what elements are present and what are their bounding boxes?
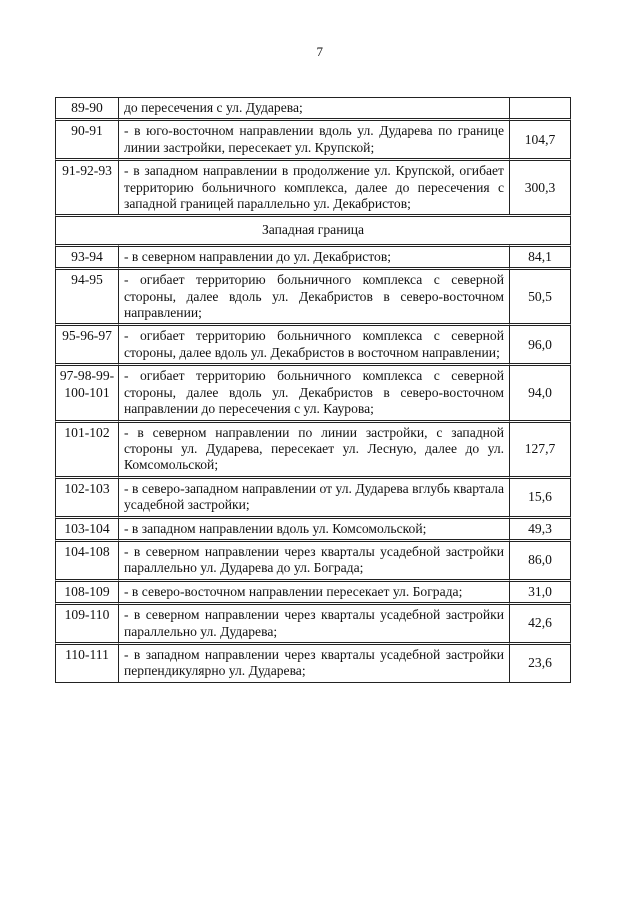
description-cell: - в северо-западном направлении от ул. Дударева вглубь квартала усадебной застройки;	[118, 476, 509, 516]
table-row	[55, 420, 571, 476]
section-title: Западная граница	[55, 214, 571, 243]
page-number: 7	[316, 44, 324, 59]
segment-cell: 104-108	[55, 539, 118, 579]
length-cell: 96,0	[509, 323, 571, 363]
description-cell: - огибает территорию больничного комплекса с северной стороны, далее вдоль ул. Декабристов в восточном направлении;	[118, 323, 509, 363]
table-row	[55, 579, 571, 602]
description-cell: - огибает территорию больничного комплекса с северной стороны, далее вдоль ул. Декабристов в северо-восточном направлении до пересечения с ул. Каурова;	[118, 363, 509, 419]
length-cell: 300,3	[509, 158, 571, 214]
segment-cell: 94-95	[55, 267, 118, 323]
segment-cell: 97-98-99-100-101	[55, 363, 118, 419]
segment-cell: 103-104	[55, 516, 118, 539]
segment-cell: 91-92-93	[55, 158, 118, 214]
table-row	[55, 158, 571, 214]
description-cell: - огибает территорию больничного комплекса с северной стороны, далее вдоль ул. Декабристов в северо-восточном направлении;	[118, 267, 509, 323]
table-row	[55, 476, 571, 516]
description-cell: - в северо-восточном направлении пересекает ул. Бограда;	[118, 579, 509, 602]
segment-cell: 90-91	[55, 118, 118, 158]
length-cell: 50,5	[509, 267, 571, 323]
segment-cell: 108-109	[55, 579, 118, 602]
description-cell: - в западном направлении в продолжение ул. Крупской, огибает территорию больничного комплекса, далее до пересечения с западной границей параллельно ул. Декабристов;	[118, 158, 509, 214]
length-cell: 86,0	[509, 539, 571, 579]
segment-cell: 101-102	[55, 420, 118, 476]
length-cell: 104,7	[509, 118, 571, 158]
length-cell: 49,3	[509, 516, 571, 539]
length-cell: 31,0	[509, 579, 571, 602]
description-cell: - в северном направлении по линии застройки, с западной стороны ул. Дударева, пересекает ул. Лесную, далее до ул. Комсомольской;	[118, 420, 509, 476]
boundary-description-table	[55, 97, 571, 683]
section-row	[55, 214, 571, 243]
description-cell: до пересечения с ул. Дударева;	[118, 97, 509, 118]
table-row	[55, 539, 571, 579]
table-row	[55, 602, 571, 642]
table-row	[55, 642, 571, 683]
length-cell: 84,1	[509, 244, 571, 267]
description-cell: - в западном направлении вдоль ул. Комсомольской;	[118, 516, 509, 539]
table-row	[55, 97, 571, 118]
segment-cell: 95-96-97	[55, 323, 118, 363]
length-cell: 94,0	[509, 363, 571, 419]
segment-cell: 109-110	[55, 602, 118, 642]
table-row	[55, 118, 571, 158]
length-cell	[509, 97, 571, 118]
table-row	[55, 323, 571, 363]
description-cell: - в юго-восточном направлении вдоль ул. Дударева по границе линии застройки, пересекает ул. Крупской;	[118, 118, 509, 158]
segment-cell: 89-90	[55, 97, 118, 118]
table-row	[55, 267, 571, 323]
description-cell: - в северном направлении до ул. Декабристов;	[118, 244, 509, 267]
description-cell: - в западном направлении через кварталы усадебной застройки перпендикулярно ул. Дударева;	[118, 642, 509, 683]
segment-cell: 110-111	[55, 642, 118, 683]
description-cell: - в северном направлении через кварталы усадебной застройки параллельно ул. Дударева;	[118, 602, 509, 642]
length-cell: 23,6	[509, 642, 571, 683]
table-row	[55, 244, 571, 267]
description-cell: - в северном направлении через кварталы усадебной застройки параллельно ул. Дударева до ул. Бограда;	[118, 539, 509, 579]
length-cell: 15,6	[509, 476, 571, 516]
length-cell: 127,7	[509, 420, 571, 476]
segment-cell: 93-94	[55, 244, 118, 267]
length-cell: 42,6	[509, 602, 571, 642]
segment-cell: 102-103	[55, 476, 118, 516]
table-row	[55, 516, 571, 539]
table-row	[55, 363, 571, 419]
